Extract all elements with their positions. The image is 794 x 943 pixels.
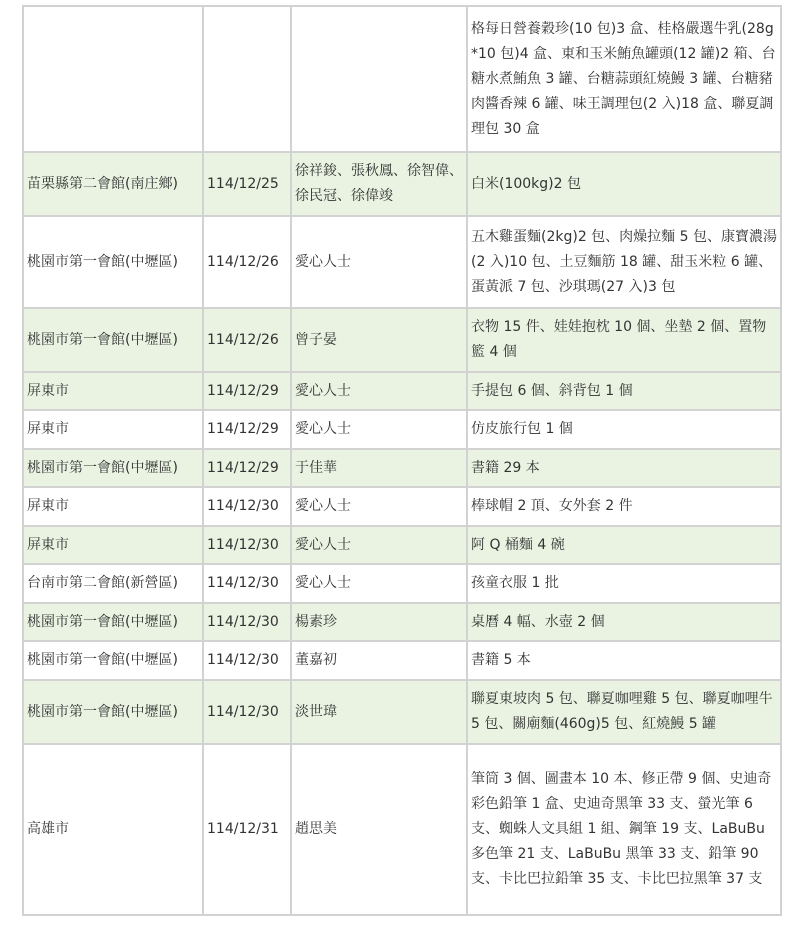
donor-cell: 徐祥鋑、張秋鳳、徐智偉、徐民冠、徐偉竣 [291, 152, 467, 216]
items-cell: 阿 Q 桶麵 4 碗 [467, 526, 781, 564]
items-cell: 筆筒 3 個、圖畫本 10 本、修正帶 9 個、史迪奇彩色鉛筆 1 盒、史迪奇黑筆 33 支、螢光筆 6 支、蜘蛛人文具組 1 組、鋼筆 19 支、LaBuBu 多色筆 21 支、LaBuBu 黑筆 33 支、鉛筆 90 支、卡比巴拉鉛筆 35 支、卡比巴拉黑筆 37 支 [467, 744, 781, 915]
items-cell: 手提包 6 個、斜背包 1 個 [467, 372, 781, 410]
unit-cell: 屏東市 [23, 410, 203, 449]
date-cell: 114/12/29 [203, 410, 291, 449]
donor-cell: 愛心人士 [291, 526, 467, 564]
table-row [23, 152, 781, 216]
table-row [23, 487, 781, 526]
donor-cell [291, 6, 467, 152]
table-row [23, 449, 781, 487]
table-row [23, 216, 781, 308]
donation-table [22, 5, 782, 916]
donor-cell: 愛心人士 [291, 564, 467, 603]
date-cell: 114/12/29 [203, 449, 291, 487]
donor-cell: 愛心人士 [291, 216, 467, 308]
table-row [23, 372, 781, 410]
date-cell: 114/12/30 [203, 680, 291, 744]
donor-cell: 愛心人士 [291, 410, 467, 449]
table-row [23, 6, 781, 152]
unit-cell: 屏東市 [23, 526, 203, 564]
table-row [23, 410, 781, 449]
donor-cell: 愛心人士 [291, 372, 467, 410]
items-cell: 孩童衣服 1 批 [467, 564, 781, 603]
date-cell: 114/12/30 [203, 603, 291, 641]
donor-cell: 楊素珍 [291, 603, 467, 641]
date-cell [203, 6, 291, 152]
unit-cell: 桃園市第一會館(中壢區) [23, 449, 203, 487]
items-cell: 聯夏東坡肉 5 包、聯夏咖哩雞 5 包、聯夏咖哩牛 5 包、關廟麵(460g)5 包、紅燒鰻 5 罐 [467, 680, 781, 744]
date-cell: 114/12/29 [203, 372, 291, 410]
table-row [23, 308, 781, 372]
items-cell: 書籍 29 本 [467, 449, 781, 487]
donor-cell: 曾子晏 [291, 308, 467, 372]
unit-cell: 桃園市第一會館(中壢區) [23, 680, 203, 744]
items-cell: 棒球帽 2 頂、女外套 2 件 [467, 487, 781, 526]
unit-cell [23, 6, 203, 152]
donor-cell: 趙思美 [291, 744, 467, 915]
unit-cell: 屏東市 [23, 372, 203, 410]
table-row [23, 680, 781, 744]
date-cell: 114/12/26 [203, 216, 291, 308]
date-cell: 114/12/30 [203, 487, 291, 526]
items-cell: 五木雞蛋麵(2kg)2 包、肉燥拉麵 5 包、康寶濃湯(2 入)10 包、土豆麵筋 18 罐、甜玉米粒 6 罐、蛋黃派 7 包、沙琪瑪(27 入)3 包 [467, 216, 781, 308]
items-cell: 白米(100kg)2 包 [467, 152, 781, 216]
unit-cell: 桃園市第一會館(中壢區) [23, 603, 203, 641]
unit-cell: 桃園市第一會館(中壢區) [23, 641, 203, 680]
table-row [23, 526, 781, 564]
items-cell: 仿皮旅行包 1 個 [467, 410, 781, 449]
table-row [23, 744, 781, 915]
date-cell: 114/12/26 [203, 308, 291, 372]
unit-cell: 桃園市第一會館(中壢區) [23, 216, 203, 308]
unit-cell: 屏東市 [23, 487, 203, 526]
table-row [23, 641, 781, 680]
unit-cell: 桃園市第一會館(中壢區) [23, 308, 203, 372]
items-cell: 桌曆 4 幅、水壺 2 個 [467, 603, 781, 641]
date-cell: 114/12/30 [203, 526, 291, 564]
donor-cell: 淡世瑋 [291, 680, 467, 744]
table-row [23, 603, 781, 641]
donor-cell: 于佳華 [291, 449, 467, 487]
unit-cell: 苗栗縣第二會館(南庄鄉) [23, 152, 203, 216]
unit-cell: 台南市第二會館(新營區) [23, 564, 203, 603]
items-cell: 格每日營養穀珍(10 包)3 盒、桂格嚴選牛乳(28g*10 包)4 盒、東和玉米鮪魚罐頭(12 罐)2 箱、台糖水煮鮪魚 3 罐、台糖蒜頭紅燒鰻 3 罐、台糖豬肉醬香辣 6 罐、味王調理包(2 入)18 盒、聯夏調理包 30 盒 [467, 6, 781, 152]
items-cell: 衣物 15 件、娃娃抱枕 10 個、坐墊 2 個、置物籃 4 個 [467, 308, 781, 372]
donor-cell: 董嘉初 [291, 641, 467, 680]
unit-cell: 高雄市 [23, 744, 203, 915]
donor-cell: 愛心人士 [291, 487, 467, 526]
date-cell: 114/12/25 [203, 152, 291, 216]
date-cell: 114/12/31 [203, 744, 291, 915]
table-row [23, 564, 781, 603]
date-cell: 114/12/30 [203, 641, 291, 680]
date-cell: 114/12/30 [203, 564, 291, 603]
items-cell: 書籍 5 本 [467, 641, 781, 680]
